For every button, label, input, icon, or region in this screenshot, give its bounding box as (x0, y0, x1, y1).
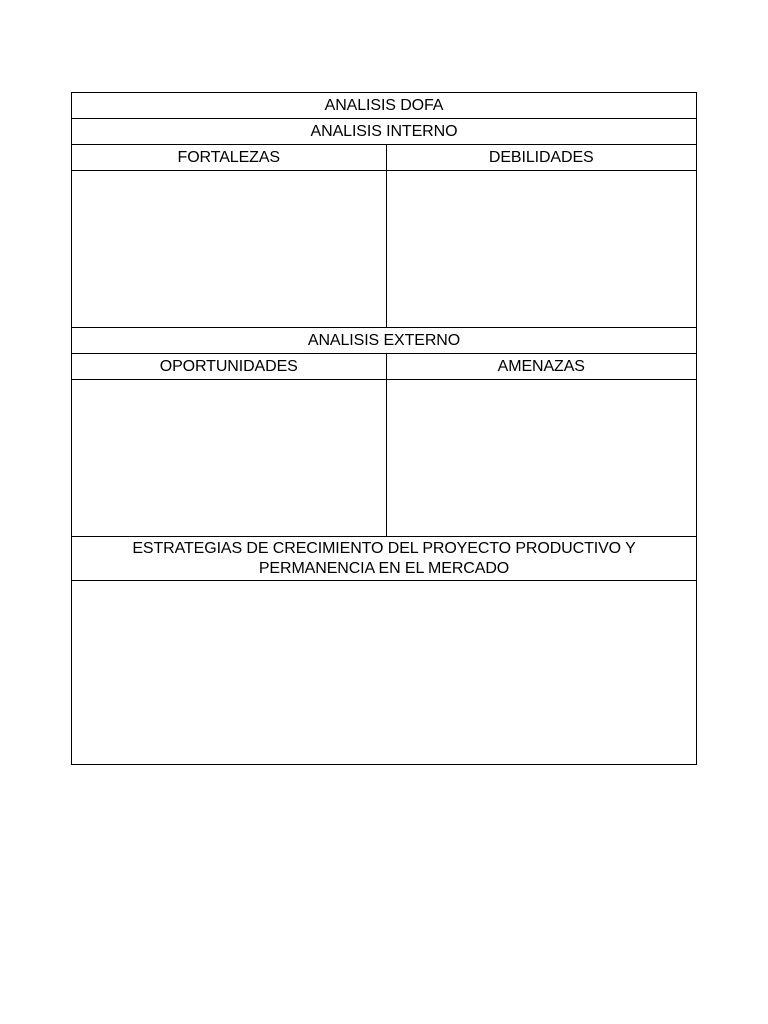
strategies-heading-line1: ESTRATEGIAS DE CRECIMIENTO DEL PROYECTO PRODUCTIVO Y (132, 539, 636, 557)
internal-heading-row (72, 119, 697, 145)
weaknesses-label: DEBILIDADES (386, 145, 697, 171)
strengths-label: FORTALEZAS (72, 145, 387, 171)
opportunities-label: OPORTUNIDADES (72, 354, 387, 380)
strategies-heading (72, 537, 697, 581)
external-heading-row (72, 328, 697, 354)
strategies-heading-row (72, 537, 697, 581)
weaknesses-box[interactable] (386, 171, 697, 328)
threats-label: AMENAZAS (386, 354, 697, 380)
strategies-box[interactable] (72, 581, 697, 765)
dofa-table (71, 92, 697, 765)
external-labels-row (72, 354, 697, 380)
threats-box[interactable] (386, 380, 697, 537)
internal-analysis-heading: ANALISIS INTERNO (72, 119, 697, 145)
title-row (72, 93, 697, 119)
strategies-box-row (72, 581, 697, 765)
strategies-heading-line2: PERMANENCIA EN EL MERCADO (258, 559, 510, 577)
document-title: ANALISIS DOFA (72, 93, 697, 119)
opportunities-box[interactable] (72, 380, 387, 537)
external-boxes-row (72, 380, 697, 537)
internal-labels-row (72, 145, 697, 171)
strengths-box[interactable] (72, 171, 387, 328)
internal-boxes-row (72, 171, 697, 328)
external-analysis-heading: ANALISIS EXTERNO (72, 328, 697, 354)
